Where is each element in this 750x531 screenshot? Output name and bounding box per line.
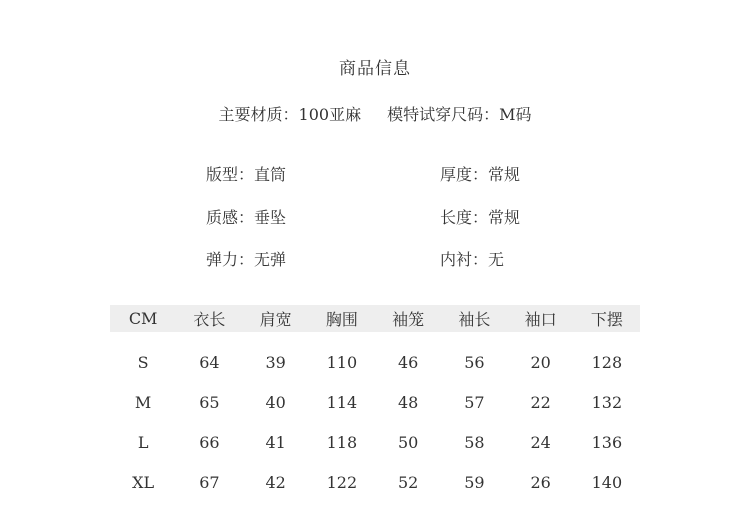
header-cell-length: 衣长 bbox=[176, 305, 242, 332]
table-cell: 48 bbox=[397, 392, 419, 412]
size-label-cell: L bbox=[137, 432, 149, 452]
table-cell: 64 bbox=[199, 352, 220, 372]
table-cell: 122 bbox=[326, 472, 358, 492]
attr-lining: 内衬：无 bbox=[440, 250, 505, 269]
table-cell: 24 bbox=[530, 432, 551, 452]
table-cell: 22 bbox=[530, 392, 551, 412]
table-cell: 39 bbox=[265, 352, 286, 372]
section-title: 商品信息 bbox=[339, 59, 411, 79]
table-cell: 114 bbox=[326, 392, 358, 412]
table-cell: 26 bbox=[530, 472, 551, 492]
table-cell: 57 bbox=[464, 392, 485, 412]
size-label-cell: XL bbox=[132, 472, 155, 492]
table-cell: 110 bbox=[326, 352, 358, 372]
table-cell: 20 bbox=[530, 352, 551, 372]
table-cell: 58 bbox=[464, 432, 485, 452]
table-cell: 136 bbox=[591, 432, 623, 452]
table-row bbox=[110, 462, 640, 502]
table-cell: 140 bbox=[591, 472, 623, 492]
size-table-header-row bbox=[110, 305, 640, 332]
table-cell: 41 bbox=[265, 432, 286, 452]
table-cell: 65 bbox=[199, 392, 220, 412]
size-table bbox=[110, 305, 640, 502]
header-cell-shoulder: 肩宽 bbox=[243, 305, 309, 332]
table-cell: 50 bbox=[397, 432, 419, 452]
size-label-cell: M bbox=[134, 392, 152, 412]
attr-thickness: 厚度：常规 bbox=[440, 165, 521, 184]
table-row bbox=[110, 332, 640, 382]
attr-length: 长度：常规 bbox=[440, 208, 521, 227]
model-size-text: 模特试穿尺码：M码 bbox=[387, 105, 532, 124]
header-cell-sleeve: 袖长 bbox=[441, 305, 507, 332]
header-cell-hem: 下摆 bbox=[574, 305, 640, 332]
table-cell: 40 bbox=[265, 392, 286, 412]
spec-line bbox=[0, 102, 750, 125]
table-cell: 56 bbox=[464, 352, 485, 372]
size-label-cell: S bbox=[137, 352, 149, 372]
header-cell-cuff: 袖口 bbox=[508, 305, 574, 332]
attr-texture: 质感：垂坠 bbox=[206, 208, 287, 227]
table-cell: 128 bbox=[591, 352, 623, 372]
attr-fit: 版型：直筒 bbox=[206, 165, 287, 184]
header-cell-chest: 胸围 bbox=[309, 305, 375, 332]
table-cell: 46 bbox=[397, 352, 419, 372]
attr-elasticity: 弹力：无弹 bbox=[206, 250, 287, 269]
table-cell: 59 bbox=[464, 472, 485, 492]
table-cell: 42 bbox=[265, 472, 286, 492]
table-row bbox=[110, 382, 640, 422]
table-cell: 132 bbox=[591, 392, 623, 412]
table-cell: 66 bbox=[199, 432, 220, 452]
table-cell: 52 bbox=[397, 472, 419, 492]
material-text: 主要材质：100亚麻 bbox=[218, 105, 362, 124]
table-cell: 67 bbox=[199, 472, 220, 492]
table-cell: 118 bbox=[326, 432, 358, 452]
header-cell-unit: CM bbox=[110, 305, 176, 332]
table-row bbox=[110, 422, 640, 462]
header-cell-armhole: 袖笼 bbox=[375, 305, 441, 332]
